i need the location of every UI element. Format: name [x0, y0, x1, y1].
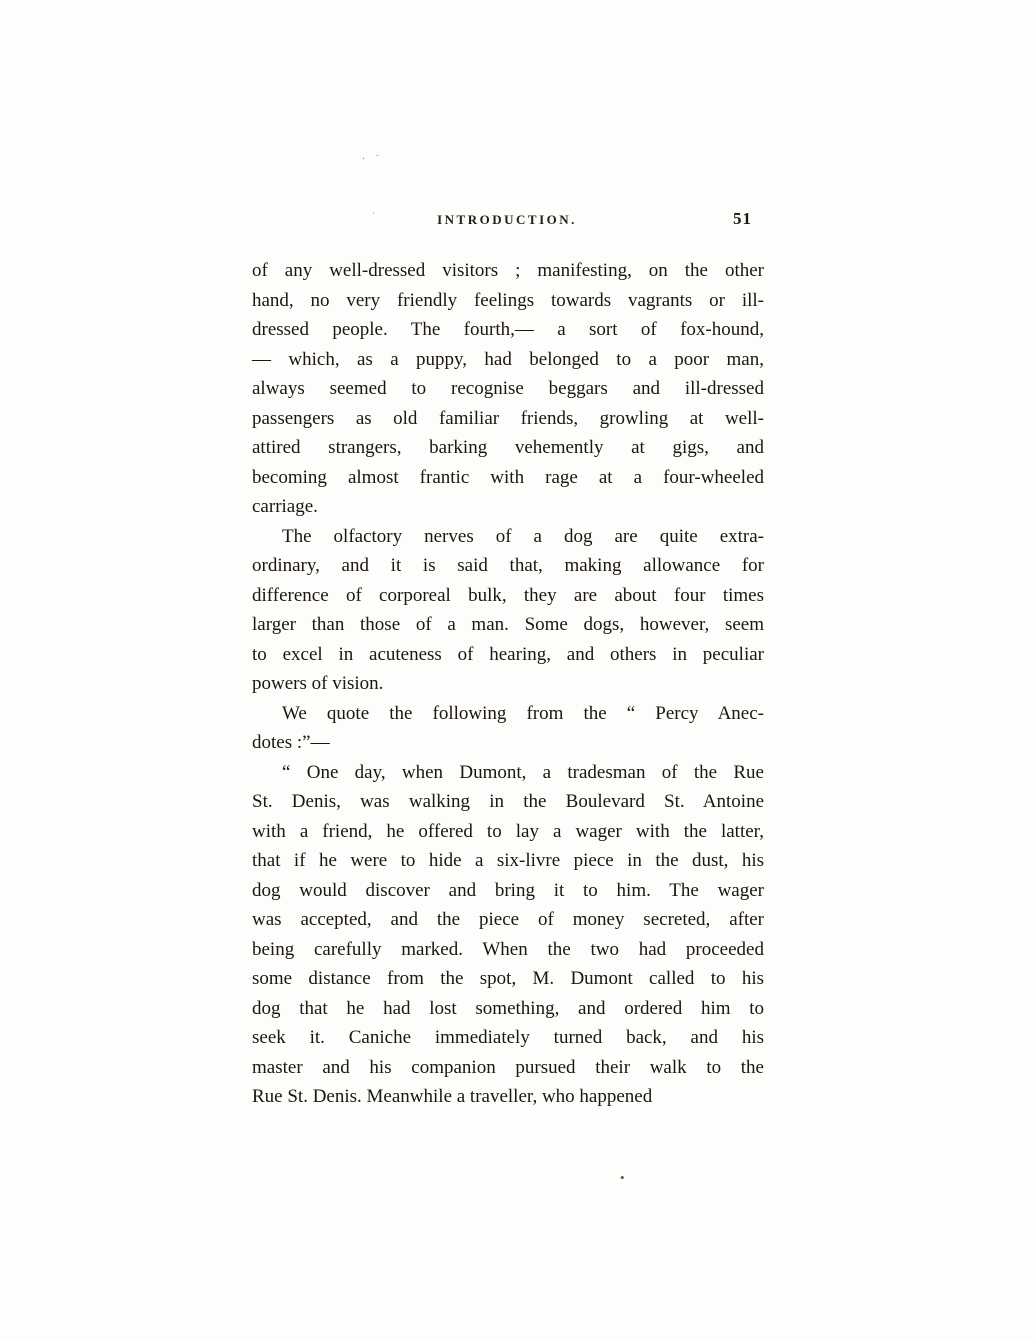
running-title: INTRODUCTION.	[437, 212, 577, 227]
scan-artifact-bottom: •	[620, 1170, 629, 1185]
text-line: difference of corporeal bulk, they are about four times	[252, 584, 764, 606]
text-line: to excel in acuteness of hearing, and others in peculiar	[252, 643, 764, 665]
text-line: “ One day, when Dumont, a tradesman of the Rue	[282, 761, 764, 783]
text-line: dressed people. The fourth,— a sort of fox-hound,	[252, 319, 764, 340]
text-line: seek it. Caniche immediately turned back, and his	[252, 1027, 764, 1048]
text-line: We quote the following from the “ Percy Anec-	[282, 702, 764, 724]
text-line: dog that he had lost something, and ordered him to	[252, 997, 764, 1019]
text-line: with a friend, he offered to lay a wager with the latter,	[252, 820, 764, 842]
text-line: Rue St. Denis. Meanwhile a traveller, who happened	[252, 1086, 653, 1107]
text-line: hand, no very friendly feelings towards vagrants or ill-	[252, 289, 764, 311]
text-line: The olfactory nerves of a dog are quite extra-	[282, 525, 764, 547]
text-line: dotes :”—	[252, 732, 330, 753]
text-line: — which, as a puppy, had belonged to a poor man,	[252, 348, 764, 370]
page-header	[252, 209, 762, 236]
text-line: passengers as old familiar friends, growling at well-	[252, 407, 764, 429]
body-text-block	[252, 256, 764, 1112]
text-line: powers of vision.	[252, 673, 384, 694]
text-line: ordinary, and it is said that, making allowance for	[252, 555, 764, 576]
scan-artifact-top: . ·	[362, 150, 384, 162]
text-line: always seemed to recognise beggars and ill-dressed	[252, 378, 764, 399]
scan-artifact-mid: ·	[372, 208, 379, 218]
text-line: St. Denis, was walking in the Boulevard St. Antoine	[252, 791, 764, 812]
text-line: carriage.	[252, 496, 318, 517]
text-line: dog would discover and bring it to him. The wager	[252, 879, 764, 901]
text-line: being carefully marked. When the two had proceeded	[252, 938, 764, 960]
text-line: master and his companion pursued their walk to the	[252, 1056, 764, 1078]
page-number: 51	[733, 209, 752, 228]
text-line: that if he were to hide a six-livre piece in the dust, his	[252, 850, 764, 871]
text-line: some distance from the spot, M. Dumont called to his	[252, 968, 764, 989]
text-line: of any well-dressed visitors ; manifesting, on the other	[252, 260, 764, 281]
text-line: was accepted, and the piece of money secreted, after	[252, 909, 764, 930]
text-line: becoming almost frantic with rage at a four-wheeled	[252, 466, 764, 488]
text-line: larger than those of a man. Some dogs, however, seem	[252, 614, 764, 635]
text-line: attired strangers, barking vehemently at gigs, and	[252, 437, 764, 458]
